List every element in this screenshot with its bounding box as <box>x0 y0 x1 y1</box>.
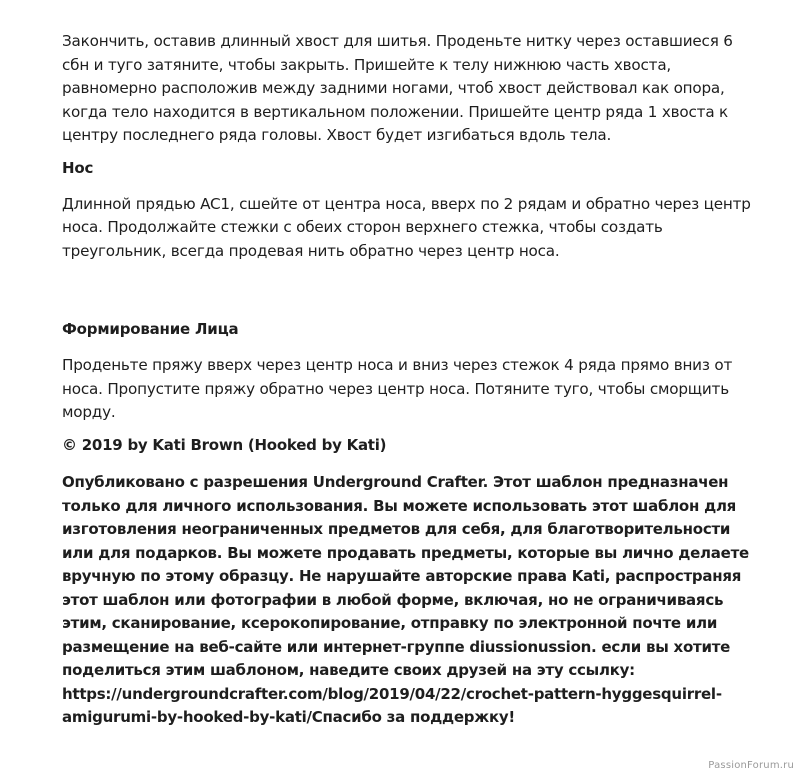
site-watermark: PassionForum.ru <box>708 760 794 771</box>
copyright-line: © 2019 by Kati Brown (Hooked by Kati) <box>62 435 387 454</box>
nose-paragraph: Длинной прядью AC1, сшейте от центра носа, вверх по 2 рядам и обратно через центр носа. Продолжайте стежки с обеих сторон верхнего стежка, чтобы создать треугольник, всегда продевая нить обратно через центр носа. <box>62 194 751 260</box>
document-page <box>62 30 752 730</box>
nose-heading: Нос <box>62 158 94 177</box>
tail-paragraph: Закончить, оставив длинный хвост для шитья. Проденьте нитку через оставшиеся 6 сбн и туго затяните, чтобы закрыть. Пришейте к телу нижнюю часть хвоста, равномерно расположив между задними ногами, чтоб хвост действовал как опора, когда тело находится в вертикальном положении. Пришейте центр ряда 1 хвоста к центру последнего ряда головы. Хвост будет изгибаться вдоль тела. <box>62 32 733 144</box>
face-heading: Формирование Лица <box>62 320 239 338</box>
permission-notice: Опубликовано с разрешения Underground Crafter. Этот шаблон предназначен только для личного использования. Вы можете использовать этот шаблон для изготовления неограниченных предметов для себя, для благотворительности или для подарков. Вы можете продавать предметы, которые вы лично делаете вручную по этому образцу. Не нарушайте авторские права Kati, распространяя этот шаблон или фотографии в любой форме, включая, но не ограничиваясь этим, сканирование, ксерокопирование, отправку по электронной почте или размещение на веб-сайте или интернет-группе diussionussion. если вы хотите поделиться этим шаблоном, наведите своих друзей на эту ссылку: https://undergroundcrafter.com/blog/2019/04/22/crochet-pattern-hyggesquirrel-amigurumi-by-hooked-by-kati/Спасибо за поддержку! <box>62 473 749 726</box>
face-paragraph: Проденьте пряжу вверх через центр носа и вниз через стежок 4 ряда прямо вниз от носа. Пропустите пряжу обратно через центр носа. Потяните туго, чтобы сморщить морду. <box>62 356 733 421</box>
